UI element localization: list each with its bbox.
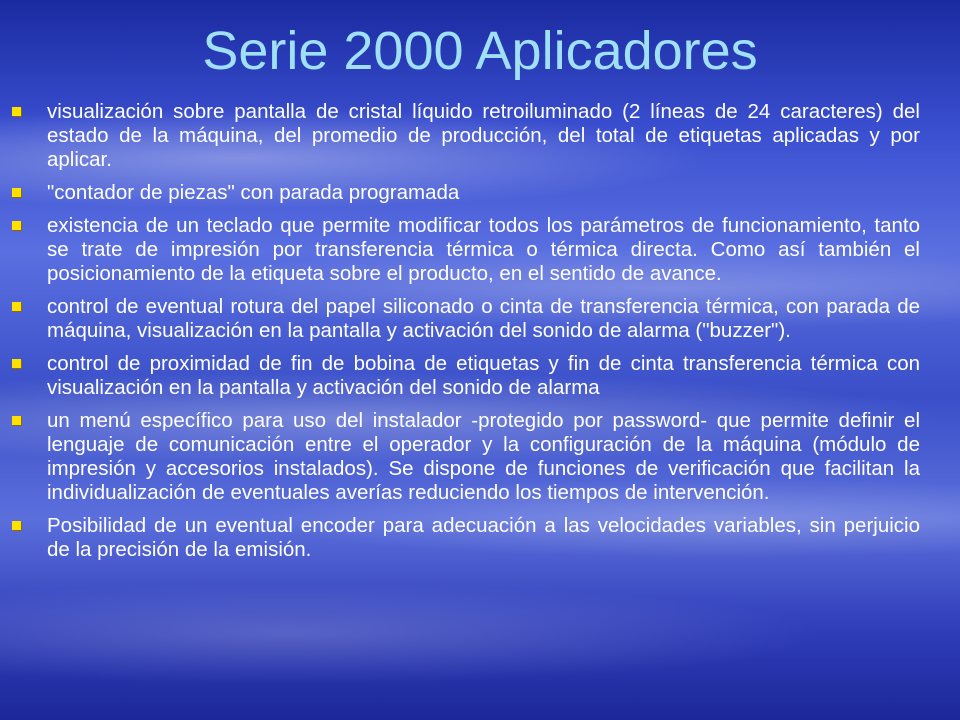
list-item [12, 295, 920, 343]
list-item [12, 409, 920, 505]
square-bullet-icon [12, 188, 21, 197]
list-item [12, 352, 920, 400]
list-item [12, 514, 920, 562]
slide-title: Serie 2000 Aplicadores [202, 21, 758, 81]
bullet-text: "contador de piezas" con parada programada [47, 181, 460, 204]
square-bullet-icon [12, 359, 21, 368]
square-bullet-icon [12, 521, 21, 530]
bullet-list [12, 100, 920, 571]
list-item [12, 181, 920, 205]
bullet-text: control de eventual rotura del papel siliconado o cinta de transferencia térmica, con parada de máquina, visualización en la pantalla y activación del sonido de alarma ("buzzer"). [47, 295, 920, 342]
list-item [12, 214, 920, 286]
bullet-text: existencia de un teclado que permite modificar todos los parámetros de funcionamiento, tanto se trate de impresión por transferencia térmica o térmica directa. Como así también el posicionamiento de la etiqueta sobre el producto, en el sentido de avance. [47, 214, 920, 285]
bullet-text: Posibilidad de un eventual encoder para adecuación a las velocidades variables, sin perjuicio de la precisión de la emisión. [47, 514, 920, 561]
bullet-text: control de proximidad de fin de bobina de etiquetas y fin de cinta transferencia térmica con visualización en la pantalla y activación del sonido de alarma [47, 352, 920, 399]
bullet-text: un menú específico para uso del instalador -protegido por password- que permite definir el lenguaje de comunicación entre el operador y la configuración de la máquina (módulo de impresión y accesorios instalados). Se dispone de funciones de verificación que facilitan la individualización de eventuales averías reduciendo los tiempos de intervención. [47, 409, 920, 504]
square-bullet-icon [12, 416, 21, 425]
square-bullet-icon [12, 302, 21, 311]
bullet-text: visualización sobre pantalla de cristal líquido retroiluminado (2 líneas de 24 caracteres) del estado de la máquina, del promedio de producción, del total de etiquetas aplicadas y por aplicar. [47, 100, 920, 171]
square-bullet-icon [12, 221, 21, 230]
square-bullet-icon [12, 107, 21, 116]
list-item [12, 100, 920, 172]
